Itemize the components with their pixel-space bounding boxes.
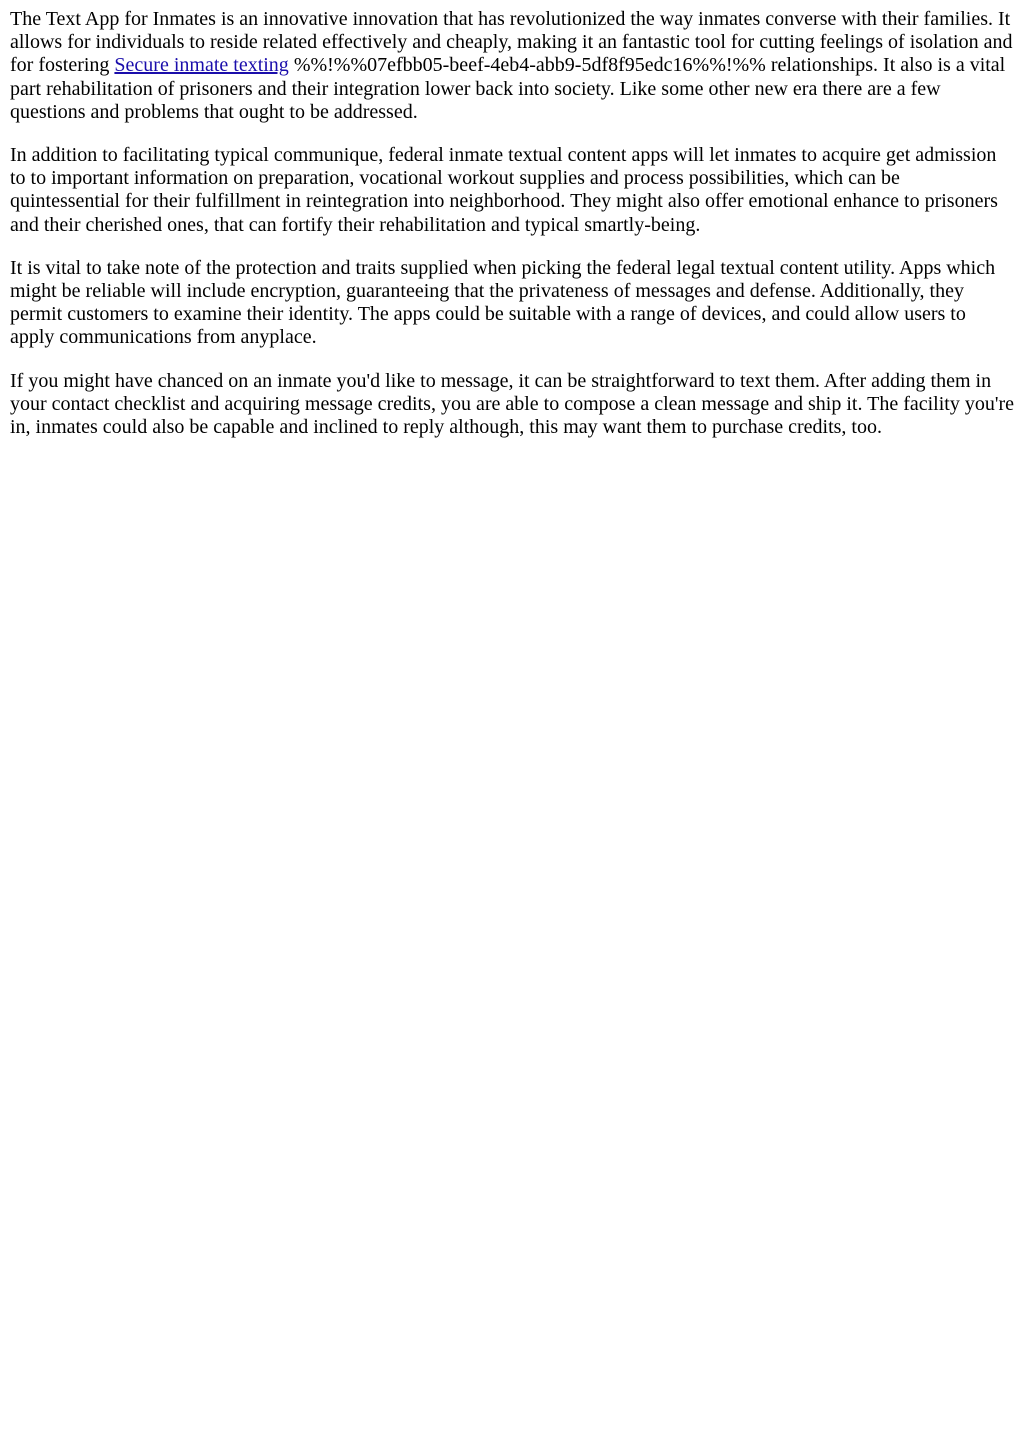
- paragraph-4: If you might have chanced on an inmate you'd like to message, it can be straightforward to text them. After adding them in your contact checklist and acquiring message credits, you are able to compose a clean message and ship it. The facility you're in, inmates could also be capable and inclined to reply although, this may want them to purchase credits, too.: [10, 369, 1014, 439]
- article-body: [10, 8, 1014, 439]
- paragraph-1-text-before-link: The Text App for Inmates is an innovative innovation that has revolutionized the way inmates converse with their families. It allows for individuals to reside related effectively and cheaply, making it an fantastic tool for cutting feelings of isolation and for fostering: [10, 8, 1013, 77]
- secure-inmate-texting-link[interactable]: Secure inmate texting: [114, 54, 289, 77]
- paragraph-1: [10, 8, 1014, 124]
- paragraph-2: In addition to facilitating typical communique, federal inmate textual content apps will let inmates to acquire get admission to to important information on preparation, vocational workout supplies and process possibilities, which can be quintessential for their fulfillment in reintegration into neighborhood. They might also offer emotional enhance to prisoners and their cherished ones, that can fortify their rehabilitation and typical smartly-being.: [10, 144, 998, 236]
- paragraph-1-text-after-link: %%!%%07efbb05-beef-4eb4-abb9-5df8f95edc16%%!%% relationships. It also is a vital part rehabilitation of prisoners and their integration lower back into society. Like some other new era there are a few questions and problems that ought to be addressed.: [10, 54, 1006, 123]
- paragraph-3: It is vital to take note of the protection and traits supplied when picking the federal legal textual content utility. Apps which might be reliable will include encryption, guaranteeing that the privateness of messages and defense. Additionally, they permit customers to examine their identity. The apps could be suitable with a range of devices, and could allow users to apply communications from anyplace.: [10, 256, 996, 349]
